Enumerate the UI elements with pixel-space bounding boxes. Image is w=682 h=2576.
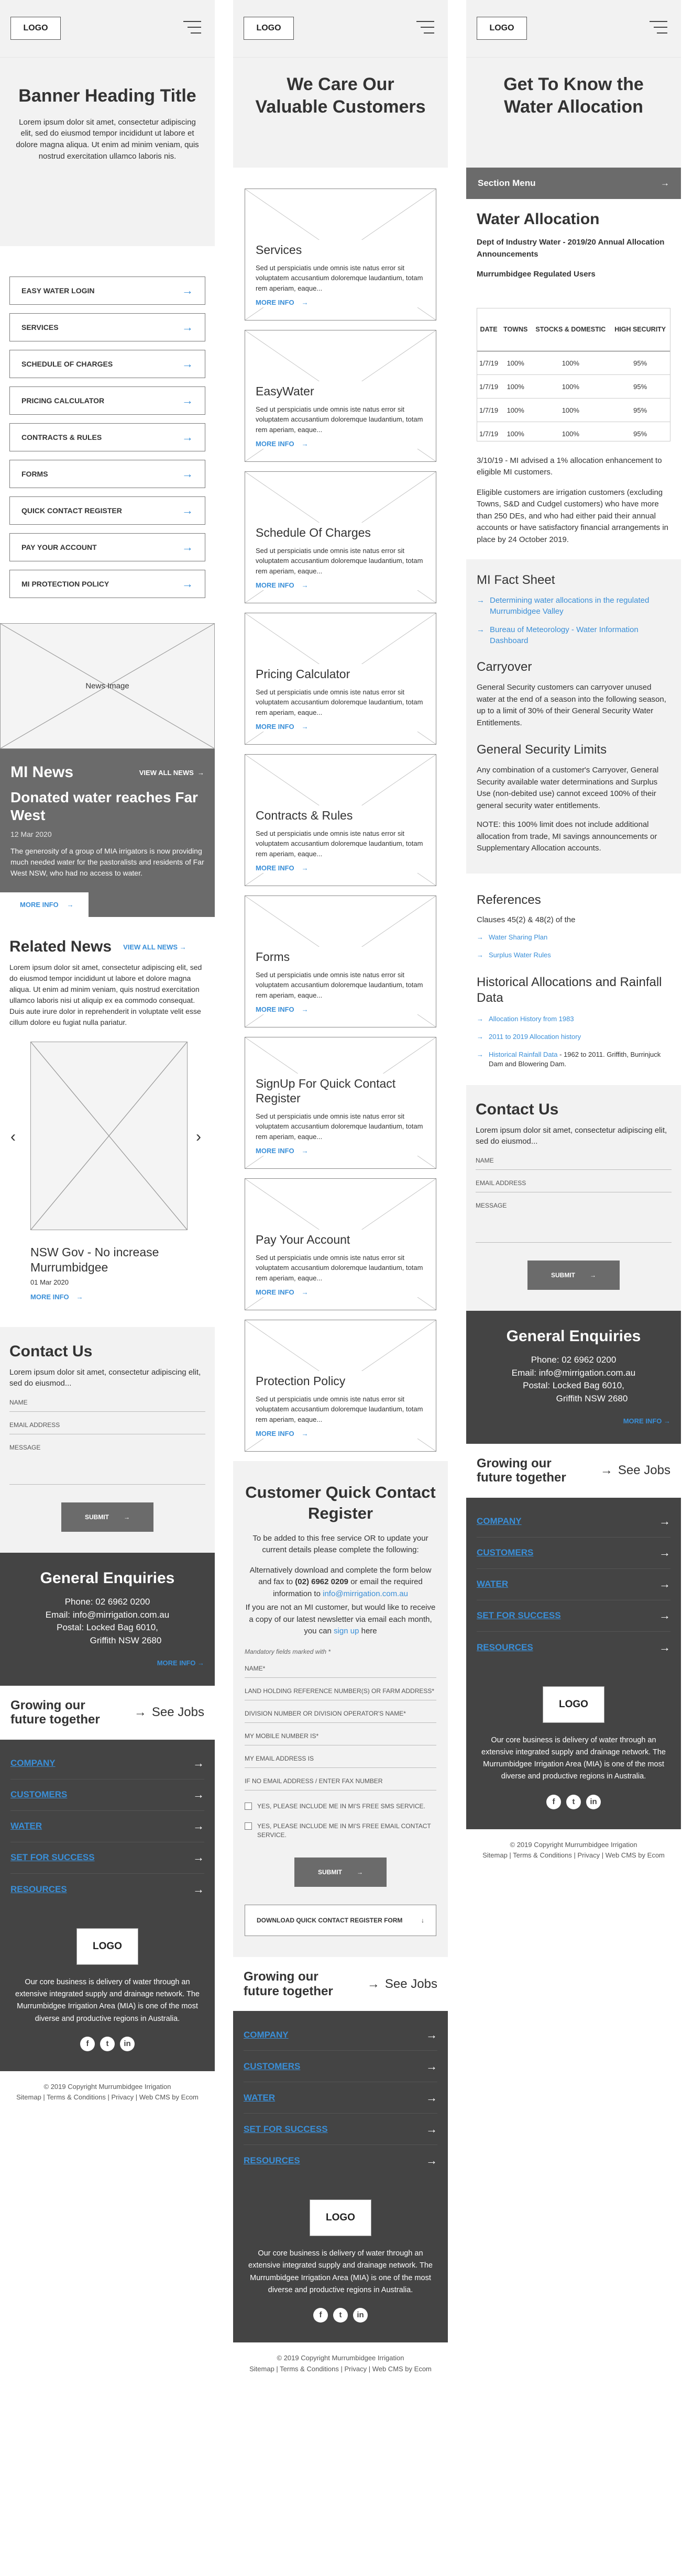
arrow-right-icon: → [301, 864, 309, 872]
related-heading: Related News [9, 938, 112, 956]
refs-text: Clauses 45(2) & 48(2) of the [477, 915, 576, 924]
enquiries-heading: General Enquiries [506, 1328, 641, 1345]
footer-nav-item[interactable]: SET FOR SUCCESS → [244, 2114, 437, 2145]
arrow-right-icon: → [426, 2122, 437, 2136]
hamburger-menu-icon[interactable] [650, 21, 667, 35]
sign-up-link[interactable]: sign up [334, 1627, 359, 1636]
enquiries-email[interactable]: Email: info@mirrigation.com.au [45, 1609, 170, 1620]
limits-text: Any combination of a customer's Carryover, General Security available water determinations and Surplus Use (non-debited use) cannot exceed 100% of their general security water entitlements. [477, 766, 659, 810]
message-field[interactable]: MESSAGE [9, 1434, 205, 1485]
hero-title: We Care Our Valuable Customers [255, 74, 426, 117]
arrow-right-icon: → [301, 1147, 309, 1155]
service-card[interactable] [245, 1037, 436, 1169]
general-enquiries [0, 1553, 215, 1686]
table-row: 1/7/19 100% 100% 95% [477, 351, 670, 375]
arrow-right-icon: → [661, 178, 669, 188]
arrow-right-icon: → [659, 1514, 670, 1528]
footer-nav-item[interactable]: WATER → [10, 1811, 204, 1842]
card-more-info-link[interactable]: MORE INFO → [256, 864, 309, 872]
chevron-left-icon[interactable]: ‹ [10, 1128, 16, 1146]
quick-link-button[interactable]: CONTRACTS & RULES → [9, 423, 205, 451]
table-header: HIGH SECURITY [610, 308, 670, 351]
news-more-info-button[interactable]: MORE INFO → [0, 892, 89, 917]
enquiries-phone: Phone: 02 6962 0200 [531, 1355, 617, 1365]
card-title: Services [256, 242, 302, 257]
refs-heading: References [477, 892, 541, 907]
carryover-heading: Carryover [477, 660, 532, 674]
arrow-right-icon: → [134, 1705, 147, 1720]
arrow-right-icon: → [182, 430, 193, 444]
land-holding-field[interactable]: LAND HOLDING REFERENCE NUMBER(S) OR FARM ADDRESS* [245, 1678, 436, 1700]
checkbox-icon[interactable] [245, 1822, 252, 1830]
email-field[interactable]: EMAIL ADDRESS [9, 1412, 205, 1434]
arrow-right-icon: → [301, 581, 309, 589]
card-more-info-link[interactable]: MORE INFO → [256, 1430, 309, 1438]
footer-nav-item[interactable]: CUSTOMERS → [477, 1538, 670, 1569]
arrow-right-icon: → [301, 723, 309, 731]
footer-about [233, 2189, 448, 2342]
news-box [0, 749, 215, 917]
footer-nav-item[interactable]: CUSTOMERS → [244, 2051, 437, 2082]
card-text: Sed ut perspiciatis unde omnis iste natus error sit voluptatem accusantium doloremque laudantium, totam rem aperiam, eaque... [256, 546, 423, 575]
eligibility-paragraph: Eligible customers are irrigation customers (excluding Towns, S&D and Cudgel customers) who have more than 250 DEs, and who had either paid their annual accounts or have satisfactory financial arrangements in place by 24 October 2019. [477, 488, 669, 544]
footer-logo[interactable]: LOGO [310, 2199, 371, 2236]
allocation-paragraph: 3/10/19 - MI advised a 1% allocation enhancement to eligible MI customers. [477, 456, 662, 477]
arrow-right-icon: → [124, 1513, 130, 1521]
card-more-info-link[interactable]: MORE INFO → [256, 1288, 309, 1296]
card-more-info-link[interactable]: MORE INFO → [256, 440, 309, 448]
related-item-title[interactable]: NSW Gov - No increase Murrumbidgee [30, 1245, 159, 1274]
site-header [233, 0, 448, 58]
see-jobs-link[interactable]: → See Jobs [367, 1976, 437, 1991]
card-title: Schedule Of Charges [256, 525, 371, 539]
history-link[interactable]: → Allocation History from 1983 [477, 1014, 670, 1024]
logo[interactable]: LOGO [10, 17, 61, 40]
hamburger-menu-icon[interactable] [183, 21, 201, 35]
register-intro: To be added to this free service OR to update your current details please complete the following: [252, 1533, 428, 1555]
copyright: © 2019 Copyright Murrumbidgee Irrigation [43, 2082, 171, 2091]
jobs-heading: Growing our future together [10, 1698, 100, 1727]
table-row: 1/7/19 100% 100% 95% [477, 422, 670, 441]
name-field[interactable]: NAME [476, 1147, 672, 1170]
twitter-icon[interactable]: t [333, 2308, 348, 2323]
footer-nav [466, 1498, 681, 1676]
quick-link-button[interactable]: MI PROTECTION POLICY → [9, 570, 205, 598]
see-jobs-link[interactable]: → See Jobs [600, 1463, 670, 1478]
table-row: 1/7/19 100% 100% 95% [477, 375, 670, 399]
message-field[interactable]: MESSAGE [476, 1192, 672, 1243]
home-page-column [0, 0, 215, 2114]
twitter-icon[interactable]: t [566, 1795, 581, 1809]
email-field[interactable]: MY EMAIL ADDRESS IS [245, 1745, 436, 1768]
arrow-right-icon: → [67, 901, 74, 909]
logo[interactable]: LOGO [477, 17, 527, 40]
carryover-text: General Security customers can carryover unused water at the end of a season into the following season, up to a limit of 30% of their General Security Water Entitlements. [477, 683, 666, 727]
news-image [0, 623, 215, 749]
quick-link-button[interactable]: SCHEDULE OF CHARGES → [9, 350, 205, 378]
fax-field[interactable]: IF NO EMAIL ADDRESS / ENTER FAX NUMBER [245, 1768, 436, 1790]
sms-checkbox[interactable]: YES, PLEASE INCLUDE ME IN MI'S FREE SMS SERVICE. [245, 1802, 436, 1811]
arrow-right-icon: → [76, 1292, 83, 1301]
register-newsletter-note: If you are not an MI customer, but would like to receive a copy of our latest newsletter via email each month, you can sign up here [245, 1603, 436, 1636]
footer-nav [0, 1740, 215, 1918]
card-text: Sed ut perspiciatis unde omnis iste natus error sit voluptatem accusantium doloremque laudantium, totam rem aperiam, eaque... [256, 829, 423, 858]
arrow-right-icon: → [301, 298, 309, 306]
enquiries-city: Griffith NSW 2680 [90, 1635, 162, 1646]
download-icon: ↓ [421, 1916, 424, 1924]
footer-logo[interactable]: LOGO [76, 1928, 138, 1965]
enquiries-more-info-link[interactable]: MORE INFO → [157, 1659, 204, 1667]
quick-links [0, 246, 215, 598]
footer-nav-item[interactable]: RESOURCES → [10, 1882, 204, 1896]
footer-links[interactable]: Sitemap | Terms & Conditions | Privacy | Web CMS by Ecom [16, 2093, 199, 2102]
arrow-right-icon: → [182, 320, 193, 334]
card-text: Sed ut perspiciatis unde omnis iste natus error sit voluptatem accusantium doloremque laudantium, totam rem aperiam, eaque... [256, 1253, 423, 1282]
card-title: Pricing Calculator [256, 667, 350, 681]
arrow-right-icon: → [193, 1756, 204, 1770]
mobile-field[interactable]: MY MOBILE NUMBER IS* [245, 1723, 436, 1745]
arrow-right-icon: → [426, 2059, 437, 2073]
table-header: TOWNS [500, 308, 531, 351]
footer-about-text: Our core business is delivery of water through an extensive integrated supply and drainage network. The Murrumbidgee Irrigation Area (MIA) is one of the most diverse and productive regions in Australia. [248, 2249, 433, 2294]
arrow-right-icon: → [182, 467, 193, 480]
table-header: DATE [477, 308, 500, 351]
twitter-icon[interactable]: t [100, 2037, 115, 2051]
news-image-label: News Image [85, 681, 129, 691]
related-text: Lorem ipsum dolor sit amet, consectetur adipiscing elit, sed do eiusmod tempor incididunt ut labore et dolore magna aliqua. Ut enim ad minim veniam, quis nostrud exercitation ullamco laboris nisi ut aliquip ex ea commodo consequat. Duis aute irure dolor in reprehenderit in voluptate velit esse cillum dolore eu fugiat nulla pariatur. [9, 963, 202, 1027]
customers-page-column [233, 0, 448, 2385]
history-link[interactable]: → Historical Rainfall Data - 1962 to 2011. Griffith, Burrinjuck Dam and Blowering Dam. [477, 1050, 670, 1069]
footer-legal [233, 2342, 448, 2385]
name-field[interactable]: NAME [9, 1389, 205, 1412]
footer-legal [466, 1829, 681, 1872]
quick-contact-register [233, 1461, 448, 1957]
site-header [0, 0, 215, 58]
related-view-all-link[interactable]: VIEW ALL NEWS → [123, 943, 186, 951]
related-more-info-link[interactable]: MORE INFO → [30, 1292, 83, 1301]
reference-link[interactable]: → Surplus Water Rules [477, 950, 670, 960]
footer-nav [233, 2011, 448, 2189]
arrow-right-icon: → [659, 1640, 670, 1654]
quick-link-button[interactable]: SERVICES → [9, 313, 205, 341]
arrow-right-icon: → [301, 1005, 309, 1013]
arrow-right-icon: → [182, 284, 193, 297]
card-title: Protection Policy [256, 1374, 346, 1388]
service-card[interactable] [245, 330, 436, 462]
arrow-right-icon: → [477, 625, 485, 634]
arrow-right-icon: → [301, 440, 309, 448]
card-text: Sed ut perspiciatis unde omnis iste natus error sit voluptatem accusantium doloremque laudantium, totam rem aperiam, eaque... [256, 405, 423, 434]
register-alternative: Alternatively download and complete the form below and fax to (02) 6962 0209 or email the required information to info@mirrigation.com.au [249, 1565, 432, 1598]
submit-button[interactable]: SUBMIT → [527, 1261, 620, 1290]
see-jobs-link[interactable]: → See Jobs [134, 1705, 204, 1720]
limits-heading: General Security Limits [477, 743, 607, 757]
site-header [466, 0, 681, 58]
arrow-right-icon: → [193, 1851, 204, 1864]
register-email-link[interactable]: info@mirrigation.com.au [323, 1589, 408, 1598]
jobs-heading: Growing our future together [477, 1456, 566, 1485]
enquiries-postal: Postal: Locked Bag 6010, [523, 1380, 624, 1391]
section-menu-toggle[interactable]: Section Menu → [466, 168, 681, 199]
arrow-right-icon: → [193, 1819, 204, 1833]
arrow-right-icon: → [600, 1463, 613, 1478]
arrow-right-icon: → [193, 1882, 204, 1896]
card-text: Sed ut perspiciatis unde omnis iste natus error sit voluptatem accusantium doloremque laudantium, totam rem aperiam, eaque... [256, 688, 423, 716]
fact-heading: MI Fact Sheet [477, 573, 555, 587]
linkedin-icon[interactable]: in [120, 2037, 135, 2051]
linkedin-icon[interactable]: in [586, 1795, 601, 1809]
jobs-heading: Growing our future together [244, 1969, 333, 1998]
arrow-right-icon: → [182, 540, 193, 554]
water-allocation-content [466, 199, 681, 546]
footer-links[interactable]: Sitemap | Terms & Conditions | Privacy | Web CMS by Ecom [482, 1851, 665, 1860]
enquiries-email[interactable]: Email: info@mirrigation.com.au [511, 1367, 636, 1378]
news-title: Donated water reaches Far West [10, 789, 198, 823]
enquiries-heading: General Enquiries [40, 1569, 175, 1587]
footer-nav-item[interactable]: RESOURCES → [244, 2154, 437, 2168]
contact-text: Lorem ipsum dolor sit amet, consectetur adipiscing elit, sed do eiusmod... [476, 1125, 667, 1146]
service-card[interactable] [245, 189, 436, 320]
allocation-subtitle-2: Murrumbidgee Regulated Users [477, 270, 596, 279]
table-header-row [477, 308, 670, 351]
general-enquiries [466, 1311, 681, 1444]
footer-about-text: Our core business is delivery of water through an extensive integrated supply and drainage network. The Murrumbidgee Irrigation Area (MIA) is one of the most diverse and productive regions in Australia. [481, 1735, 666, 1781]
allocation-subtitle: Dept of Industry Water - 2019/20 Annual Allocation Announcements [477, 238, 665, 259]
arrow-right-icon: → [182, 577, 193, 590]
arrow-right-icon: → [477, 933, 483, 941]
card-title: Forms [256, 949, 290, 964]
linkedin-icon[interactable]: in [353, 2308, 368, 2323]
fact-link[interactable]: → Bureau of Meteorology - Water Information Dashboard [477, 625, 639, 645]
service-card[interactable] [245, 1178, 436, 1310]
card-title: SignUp For Quick Contact Register [256, 1077, 396, 1105]
submit-button[interactable]: SUBMIT → [61, 1502, 153, 1532]
hero-banner [466, 58, 681, 168]
mandatory-note: Mandatory fields marked with * [245, 1648, 331, 1655]
references [466, 874, 681, 1085]
footer-nav-item[interactable]: COMPANY → [10, 1748, 204, 1779]
submit-button[interactable]: SUBMIT → [294, 1858, 387, 1887]
arrow-right-icon: → [659, 1577, 670, 1591]
water-allocation-page-column [466, 0, 681, 1872]
footer-nav-item[interactable]: SET FOR SUCCESS → [477, 1600, 670, 1632]
news-date: 12 Mar 2020 [10, 830, 52, 839]
name-field[interactable]: NAME* [245, 1655, 436, 1678]
arrow-right-icon: → [301, 1430, 309, 1438]
related-item-date: 01 Mar 2020 [30, 1278, 69, 1286]
card-title: Contracts & Rules [256, 808, 353, 822]
arrow-right-icon: → [182, 394, 193, 407]
footer-nav-item[interactable]: WATER → [244, 2082, 437, 2114]
hero-banner [233, 58, 448, 168]
arrow-right-icon: → [659, 1609, 670, 1622]
limits-note: NOTE: this 100% limit does not include additional allocation from trade, MI savings announcements or Supplementary Allocation accounts. [477, 820, 657, 853]
facebook-icon[interactable]: f [546, 1795, 561, 1809]
contact-text: Lorem ipsum dolor sit amet, consectetur adipiscing elit, sed do eiusmod... [9, 1367, 201, 1388]
arrow-right-icon: → [477, 1033, 483, 1041]
checkbox-icon[interactable] [245, 1803, 252, 1810]
arrow-right-icon: → [659, 1546, 670, 1560]
service-card[interactable] [245, 1320, 436, 1452]
logo[interactable]: LOGO [244, 17, 294, 40]
arrow-right-icon: → [357, 1868, 363, 1876]
card-title: Pay Your Account [256, 1232, 350, 1246]
quick-link-button[interactable]: PRICING CALCULATOR → [9, 386, 205, 415]
hero-banner [0, 58, 215, 246]
download-form-button[interactable]: DOWNLOAD QUICK CONTACT REGISTER FORM ↓ [245, 1905, 436, 1936]
service-card[interactable] [245, 613, 436, 745]
arrow-right-icon: → [193, 1788, 204, 1801]
quick-link-button[interactable]: FORMS → [9, 460, 205, 488]
footer-nav-item[interactable]: COMPANY → [477, 1506, 670, 1538]
arrow-right-icon: → [477, 950, 483, 959]
arrow-right-icon: → [301, 1288, 309, 1296]
arrow-right-icon: → [182, 504, 193, 517]
quick-link-button[interactable]: EASY WATER LOGIN → [9, 277, 205, 305]
footer-links[interactable]: Sitemap | Terms & Conditions | Privacy | Web CMS by Ecom [249, 2364, 432, 2373]
footer-logo[interactable]: LOGO [543, 1686, 604, 1723]
related-news-image [30, 1042, 188, 1230]
footer-legal [0, 2071, 215, 2114]
jobs-banner [233, 1957, 448, 2011]
register-title: Customer Quick Contact Register [245, 1483, 436, 1523]
fact-sheet [466, 559, 681, 874]
card-text: Sed ut perspiciatis unde omnis iste natus error sit voluptatem accusantium doloremque laudantium, totam rem aperiam, eaque... [256, 1112, 423, 1141]
placeholder-cross-icon [31, 1042, 187, 1230]
quick-link-button[interactable]: QUICK CONTACT REGISTER → [9, 496, 205, 525]
footer-nav-item[interactable]: WATER → [477, 1569, 670, 1600]
enquiries-postal: Postal: Locked Bag 6010, [57, 1622, 158, 1633]
arrow-right-icon: → [590, 1272, 596, 1279]
enquiries-city: Griffith NSW 2680 [556, 1394, 628, 1404]
footer-nav-item[interactable]: CUSTOMERS → [10, 1779, 204, 1811]
arrow-right-icon: → [477, 1051, 483, 1059]
allocation-table[interactable] [477, 308, 670, 441]
copyright: © 2019 Copyright Murrumbidgee Irrigation [510, 1840, 637, 1849]
contact-section [466, 1085, 681, 1311]
footer-about [466, 1676, 681, 1829]
contact-section [0, 1327, 215, 1553]
arrow-right-icon: → [477, 1014, 483, 1023]
facebook-icon[interactable]: f [313, 2308, 328, 2323]
card-more-info-link[interactable]: MORE INFO → [256, 723, 309, 731]
footer-nav-item[interactable]: COMPANY → [244, 2019, 437, 2051]
service-card[interactable] [245, 471, 436, 603]
table-row: 1/7/19 100% 100% 95% [477, 399, 670, 422]
service-cards [233, 168, 448, 1452]
reference-link[interactable]: → Water Sharing Plan [477, 933, 670, 942]
card-title: EasyWater [256, 384, 314, 398]
facebook-icon[interactable]: f [80, 2037, 95, 2051]
email-field[interactable]: EMAIL ADDRESS [476, 1170, 672, 1192]
news-heading: MI News [10, 764, 74, 781]
card-more-info-link[interactable]: MORE INFO → [256, 1005, 309, 1013]
service-card[interactable] [245, 754, 436, 886]
copyright: © 2019 Copyright Murrumbidgee Irrigation [277, 2353, 404, 2362]
table-header: STOCKS & DOMESTIC [531, 308, 610, 351]
hero-title: Banner Heading Title [18, 86, 196, 106]
division-field[interactable]: DIVISION NUMBER OR DIVISION OPERATOR'S NAME* [245, 1700, 436, 1723]
related-news [0, 917, 215, 1302]
arrow-right-icon: → [426, 2028, 437, 2041]
card-text: Sed ut perspiciatis unde omnis iste natus error sit voluptatem accusantium doloremque laudantium, totam rem aperiam, eaque... [256, 1395, 423, 1423]
jobs-banner [0, 1686, 215, 1740]
hero-text: Lorem ipsum dolor sit amet, consectetur adipiscing elit, sed do eiusmod tempor incididunt ut labore et dolore magna aliqua. Ut enim ad minim veniam, quis nostrud exercitation ullamco laboris nis. [16, 117, 199, 161]
card-more-info-link[interactable]: MORE INFO → [256, 1147, 309, 1155]
enquiries-more-info-link[interactable]: MORE INFO → [623, 1417, 670, 1425]
arrow-right-icon: → [477, 596, 485, 605]
contact-heading: Contact Us [9, 1342, 93, 1360]
news-carousel [9, 1042, 205, 1230]
arrow-right-icon: → [426, 2154, 437, 2168]
footer-about [0, 1918, 215, 2071]
news-text: The generosity of a group of MIA irrigators is now providing much needed water for the pastoralists and residents of Far West NSW, who had no access to water. [10, 847, 204, 878]
contact-heading: Contact Us [476, 1100, 559, 1118]
service-card[interactable] [245, 895, 436, 1027]
card-text: Sed ut perspiciatis unde omnis iste natus error sit voluptatem accusantium doloremque laudantium, totam rem aperiam, eaque... [256, 970, 423, 999]
enquiries-phone: Phone: 02 6962 0200 [64, 1597, 150, 1607]
arrow-right-icon: → [426, 2091, 437, 2104]
card-more-info-link[interactable]: MORE INFO → [256, 298, 309, 306]
hero-title: Get To Know the Water Allocation [503, 74, 644, 117]
arrow-right-icon: → [182, 357, 193, 370]
card-text: Sed ut perspiciatis unde omnis iste natus error sit voluptatem accusantium doloremque laudantium, totam rem aperiam, eaque... [256, 263, 423, 292]
page-title: Water Allocation [477, 211, 600, 228]
card-more-info-link[interactable]: MORE INFO → [256, 581, 309, 589]
email-checkbox[interactable]: YES, PLEASE INCLUDE ME IN MI'S FREE EMAIL CONTACT SERVICE. [245, 1822, 436, 1840]
arrow-right-icon: → [367, 1976, 380, 1991]
chevron-right-icon[interactable]: › [196, 1128, 201, 1146]
history-heading: Historical Allocations and Rainfall Data [477, 975, 662, 1005]
view-all-news-link[interactable]: VIEW ALL NEWS → [139, 768, 204, 777]
quick-link-button[interactable]: PAY YOUR ACCOUNT → [9, 533, 205, 561]
fact-link[interactable]: → Determining water allocations in the regulated Murrumbidgee Valley [477, 596, 650, 616]
jobs-banner [466, 1444, 681, 1498]
hamburger-menu-icon[interactable] [416, 21, 434, 35]
history-link[interactable]: → 2011 to 2019 Allocation history [477, 1032, 670, 1042]
footer-nav-item[interactable]: RESOURCES → [477, 1640, 670, 1654]
footer-about-text: Our core business is delivery of water through an extensive integrated supply and drainage network. The Murrumbidgee Irrigation Area (MIA) is one of the most diverse and productive regions in Australia. [15, 1977, 200, 2023]
footer-nav-item[interactable]: SET FOR SUCCESS → [10, 1842, 204, 1874]
